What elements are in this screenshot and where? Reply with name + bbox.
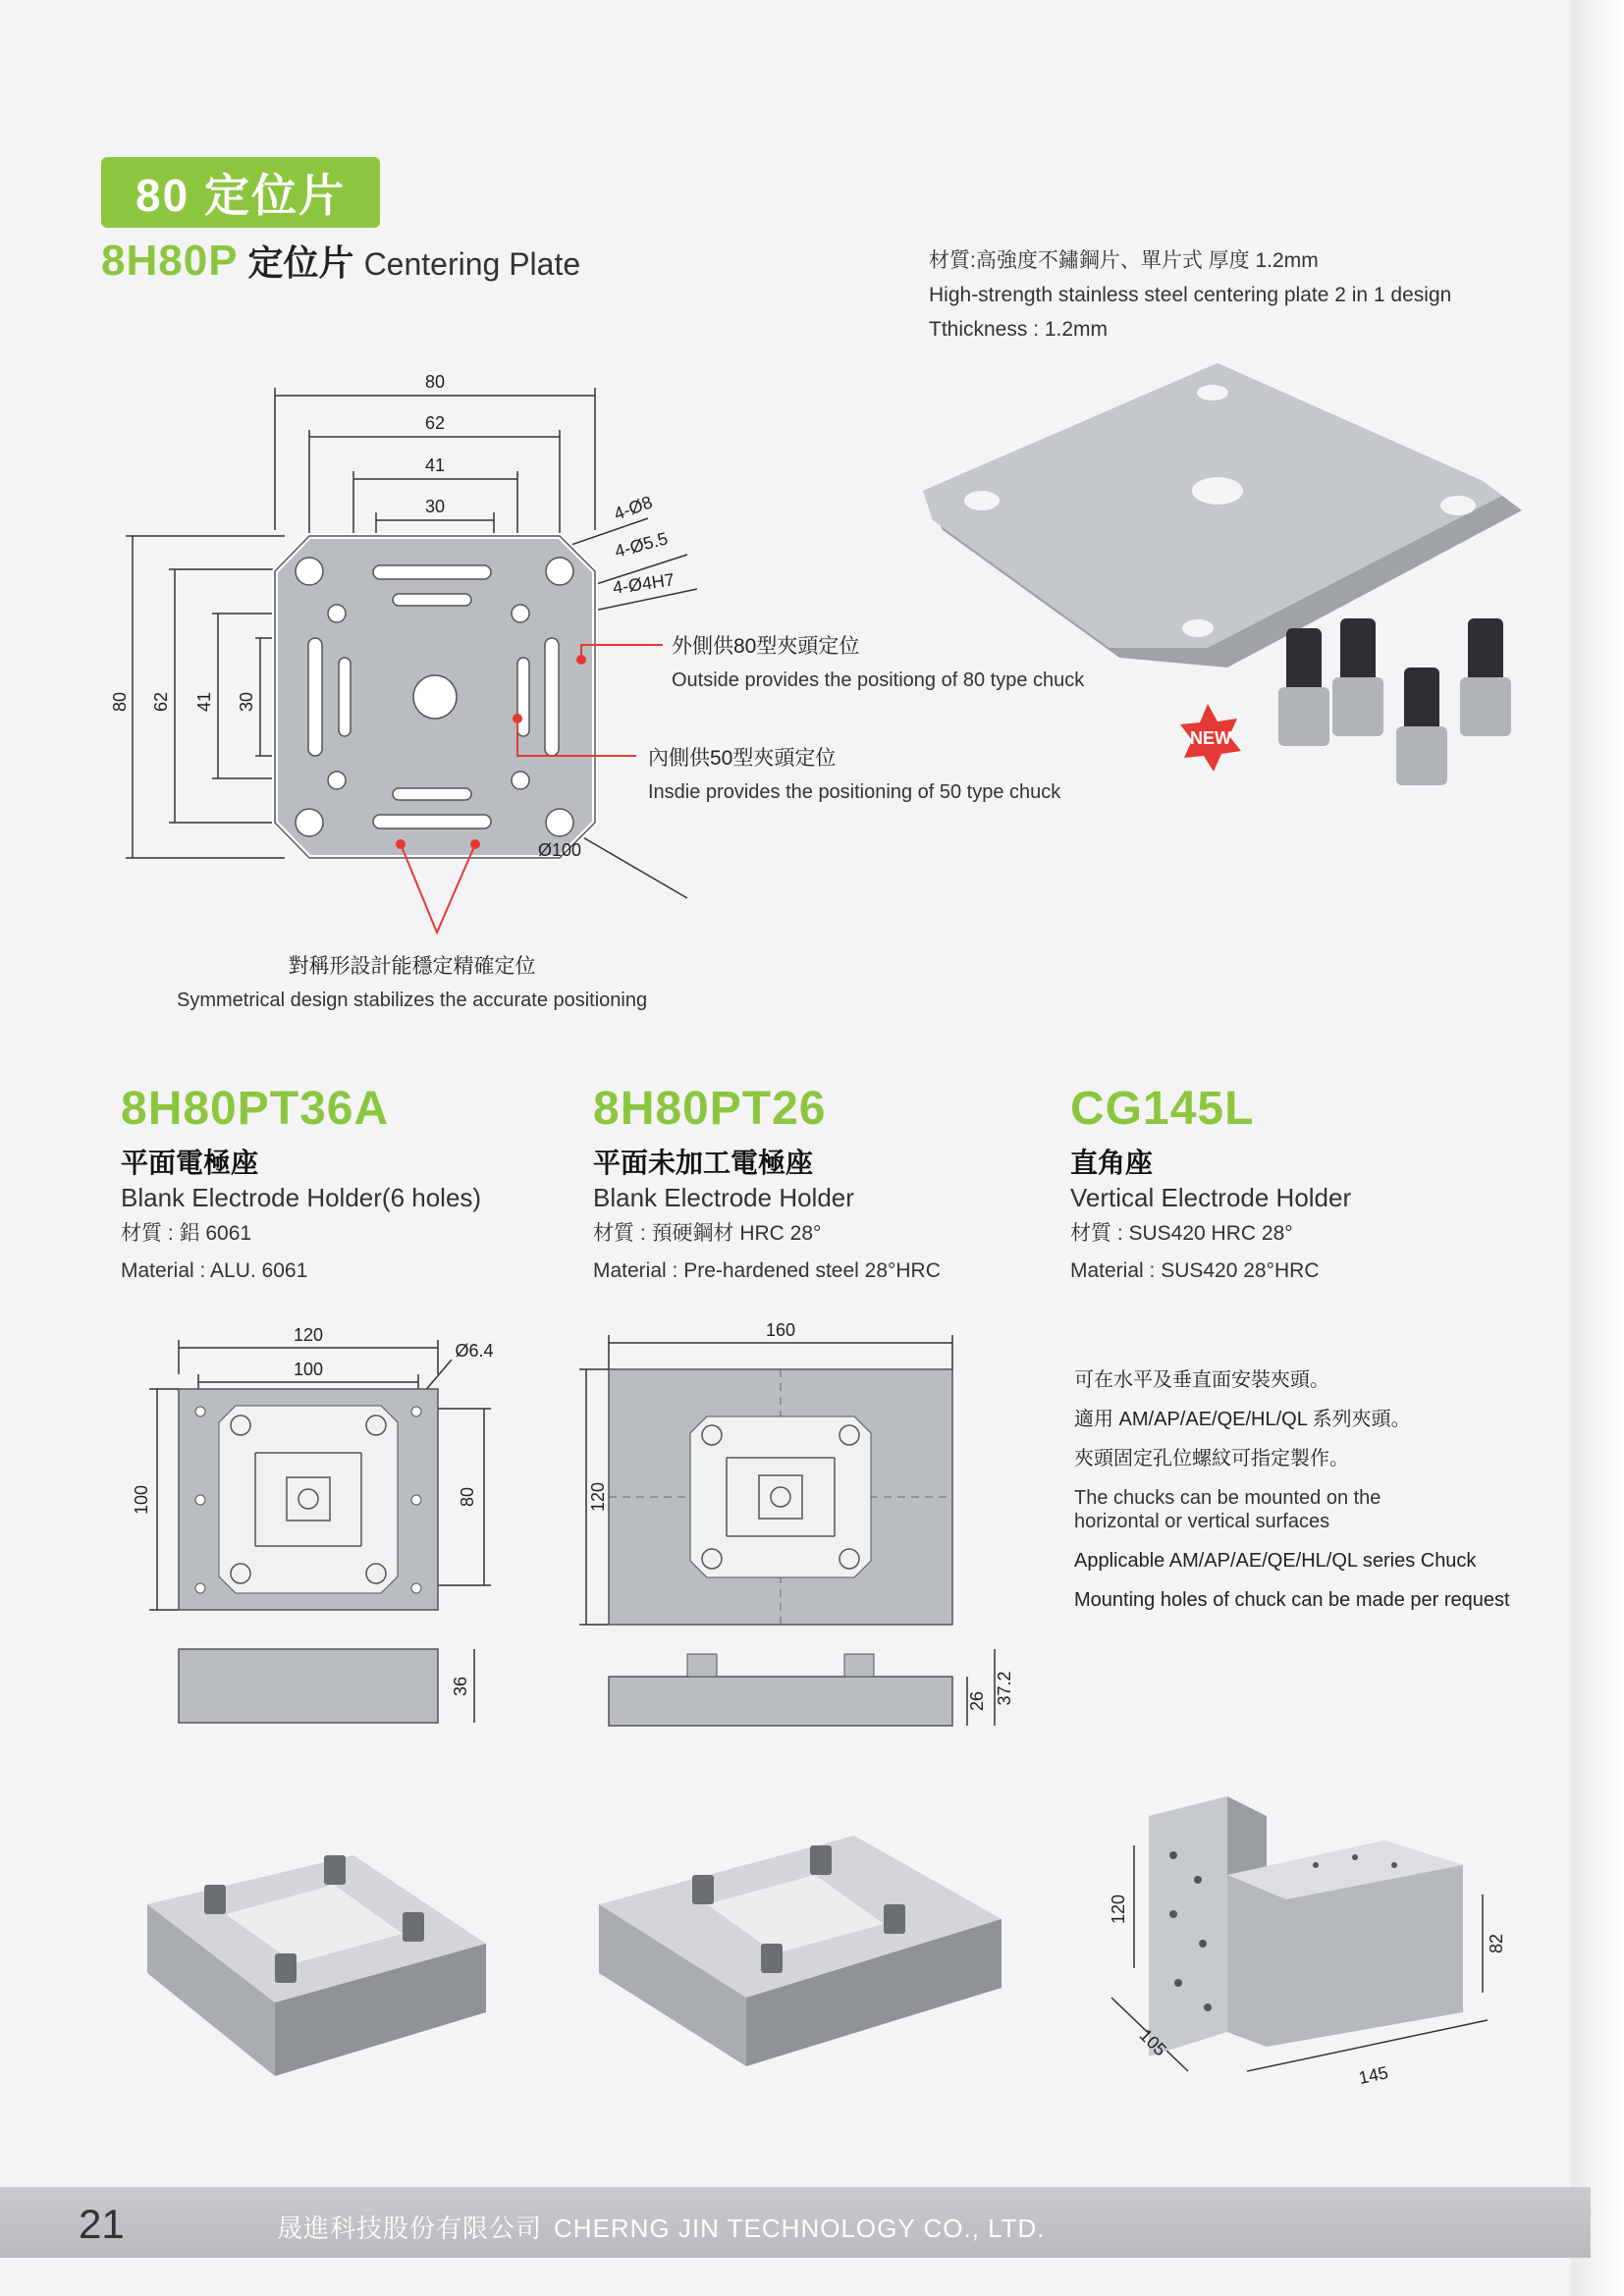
product-name-en: Blank Electrode Holder(6 holes) (121, 1183, 482, 1212)
dim-height-82: 82 (1487, 1933, 1506, 1954)
feature-zh-2: 適用 AM/AP/AE/QE/HL/QL 系列夾頭。 (1074, 1409, 1411, 1430)
product-material-en: Material : ALU. 6061 (121, 1259, 308, 1282)
product-material-en: Material : SUS420 28°HRC (1070, 1259, 1320, 1282)
note-inside-en: Insdie provides the positioning of 50 type chuck (648, 781, 1061, 803)
product-cg145l (1070, 1082, 1351, 1290)
page-title (101, 236, 580, 286)
section-badge: 80 定位片 (101, 157, 380, 228)
dim-thickness-36: 36 (451, 1676, 470, 1697)
dim-width-120: 120 (293, 1325, 324, 1345)
new-badge: NEW (1190, 728, 1231, 748)
product-code: 8H80P (101, 237, 239, 285)
8h80pt26-drawing (574, 1315, 1036, 1747)
note-outside-en: Outside provides the positiong of 80 type chuck (672, 669, 1085, 691)
product-material-zh: 材質 : 鋁 6061 (121, 1222, 252, 1245)
dim-height-120: 120 (1109, 1894, 1128, 1925)
dim-v-30: 30 (237, 691, 256, 713)
dim-thickness-37-2: 37.2 (995, 1671, 1014, 1706)
company-name-zh: 晟進科技股份有限公司 (277, 2214, 543, 2243)
feature-en-2: Applicable AM/AP/AE/QE/HL/QL series Chuck (1074, 1550, 1477, 1572)
material-line-1: 材質:高強度不鏽鋼片、單片式 厚度 1.2mm (929, 249, 1319, 272)
cg145l-photo (1090, 1787, 1522, 2120)
product-name-zh: 平面電極座 (121, 1148, 259, 1178)
product-material-zh: 材質 : 預硬鋼材 HRC 28° (593, 1222, 822, 1245)
feature-en-1a: The chucks can be mounted on the (1074, 1487, 1381, 1509)
note-outside-zh: 外側供80型夾頭定位 (672, 635, 860, 658)
material-spec (929, 243, 1451, 347)
dim-diameter: Ø100 (537, 840, 582, 860)
product-name-zh: 直角座 (1070, 1148, 1154, 1178)
dim-h-80: 80 (424, 372, 446, 392)
dim-v-62: 62 (151, 691, 171, 713)
product-code: 8H80PT26 (593, 1083, 827, 1135)
product-8h80pt36a (121, 1082, 481, 1290)
dim-v-41: 41 (194, 691, 214, 713)
dim-hole: Ø6.4 (455, 1341, 494, 1361)
feature-zh-1: 可在水平及垂直面安裝夾頭。 (1074, 1369, 1329, 1391)
page-number: 21 (79, 2201, 125, 2247)
cg145l-features (1074, 1361, 1510, 1620)
company-name (277, 2209, 1046, 2245)
feature-en-1b: horizontal or vertical surfaces (1074, 1511, 1330, 1532)
title-en: Centering Plate (363, 246, 581, 282)
dim-height-120: 120 (588, 1481, 608, 1513)
product-name-en: Vertical Electrode Holder (1070, 1183, 1352, 1212)
feature-en-1 (1074, 1486, 1510, 1533)
dim-h-41: 41 (424, 455, 446, 475)
dim-h-30: 30 (424, 497, 446, 516)
product-material-en: Material : Pre-hardened steel 28°HRC (593, 1259, 941, 1282)
centering-plate-photo (913, 353, 1551, 815)
note-symmetric-en: Symmetrical design stabilizes the accurate positioning (177, 989, 648, 1011)
feature-en-3: Mounting holes of chuck can be made per request (1074, 1589, 1510, 1611)
hole-spec-1: 4-Ø8 (611, 492, 655, 524)
company-name-en: CHERNG JIN TECHNOLOGY CO., LTD. (554, 2214, 1046, 2243)
dim-h-62: 62 (424, 413, 446, 433)
note-symmetric-zh: 對稱形設計能穩定精確定位 (288, 955, 536, 978)
8h80pt26-photo (589, 1826, 1011, 2091)
8h80pt36a-drawing (128, 1315, 520, 1737)
dim-depth-105: 105 (1135, 2025, 1170, 2060)
hole-spec-2: 4-Ø5.5 (612, 528, 671, 561)
hole-spec-3: 4-Ø4H7 (611, 569, 676, 598)
dim-width-160: 160 (765, 1320, 796, 1340)
material-line-3: Tthickness : 1.2mm (929, 318, 1109, 341)
dim-height-100: 100 (132, 1484, 151, 1516)
dim-height-80: 80 (458, 1486, 477, 1508)
product-material-zh: 材質 : SUS420 HRC 28° (1070, 1222, 1293, 1245)
feature-zh-3: 夾頭固定孔位螺紋可指定製作。 (1074, 1448, 1349, 1469)
centering-plate-drawing (98, 353, 676, 903)
product-name-en: Blank Electrode Holder (593, 1183, 854, 1212)
product-code: 8H80PT36A (121, 1083, 390, 1135)
dim-width-145: 145 (1356, 2062, 1390, 2089)
page-edge (1571, 0, 1624, 2296)
note-inside-zh: 內側供50型夾頭定位 (648, 747, 837, 770)
product-name-zh: 平面未加工電極座 (593, 1148, 814, 1178)
material-line-2: High-strength stainless steel centering plate 2 in 1 design (929, 284, 1452, 306)
note-symmetric (177, 950, 647, 1012)
dim-width-100: 100 (293, 1360, 324, 1379)
product-code: CG145L (1070, 1083, 1255, 1135)
dim-v-80: 80 (110, 691, 130, 713)
title-zh: 定位片 (247, 242, 354, 283)
product-8h80pt26 (593, 1082, 941, 1290)
dim-thickness-26: 26 (967, 1690, 987, 1712)
8h80pt36a-photo (137, 1836, 511, 2091)
